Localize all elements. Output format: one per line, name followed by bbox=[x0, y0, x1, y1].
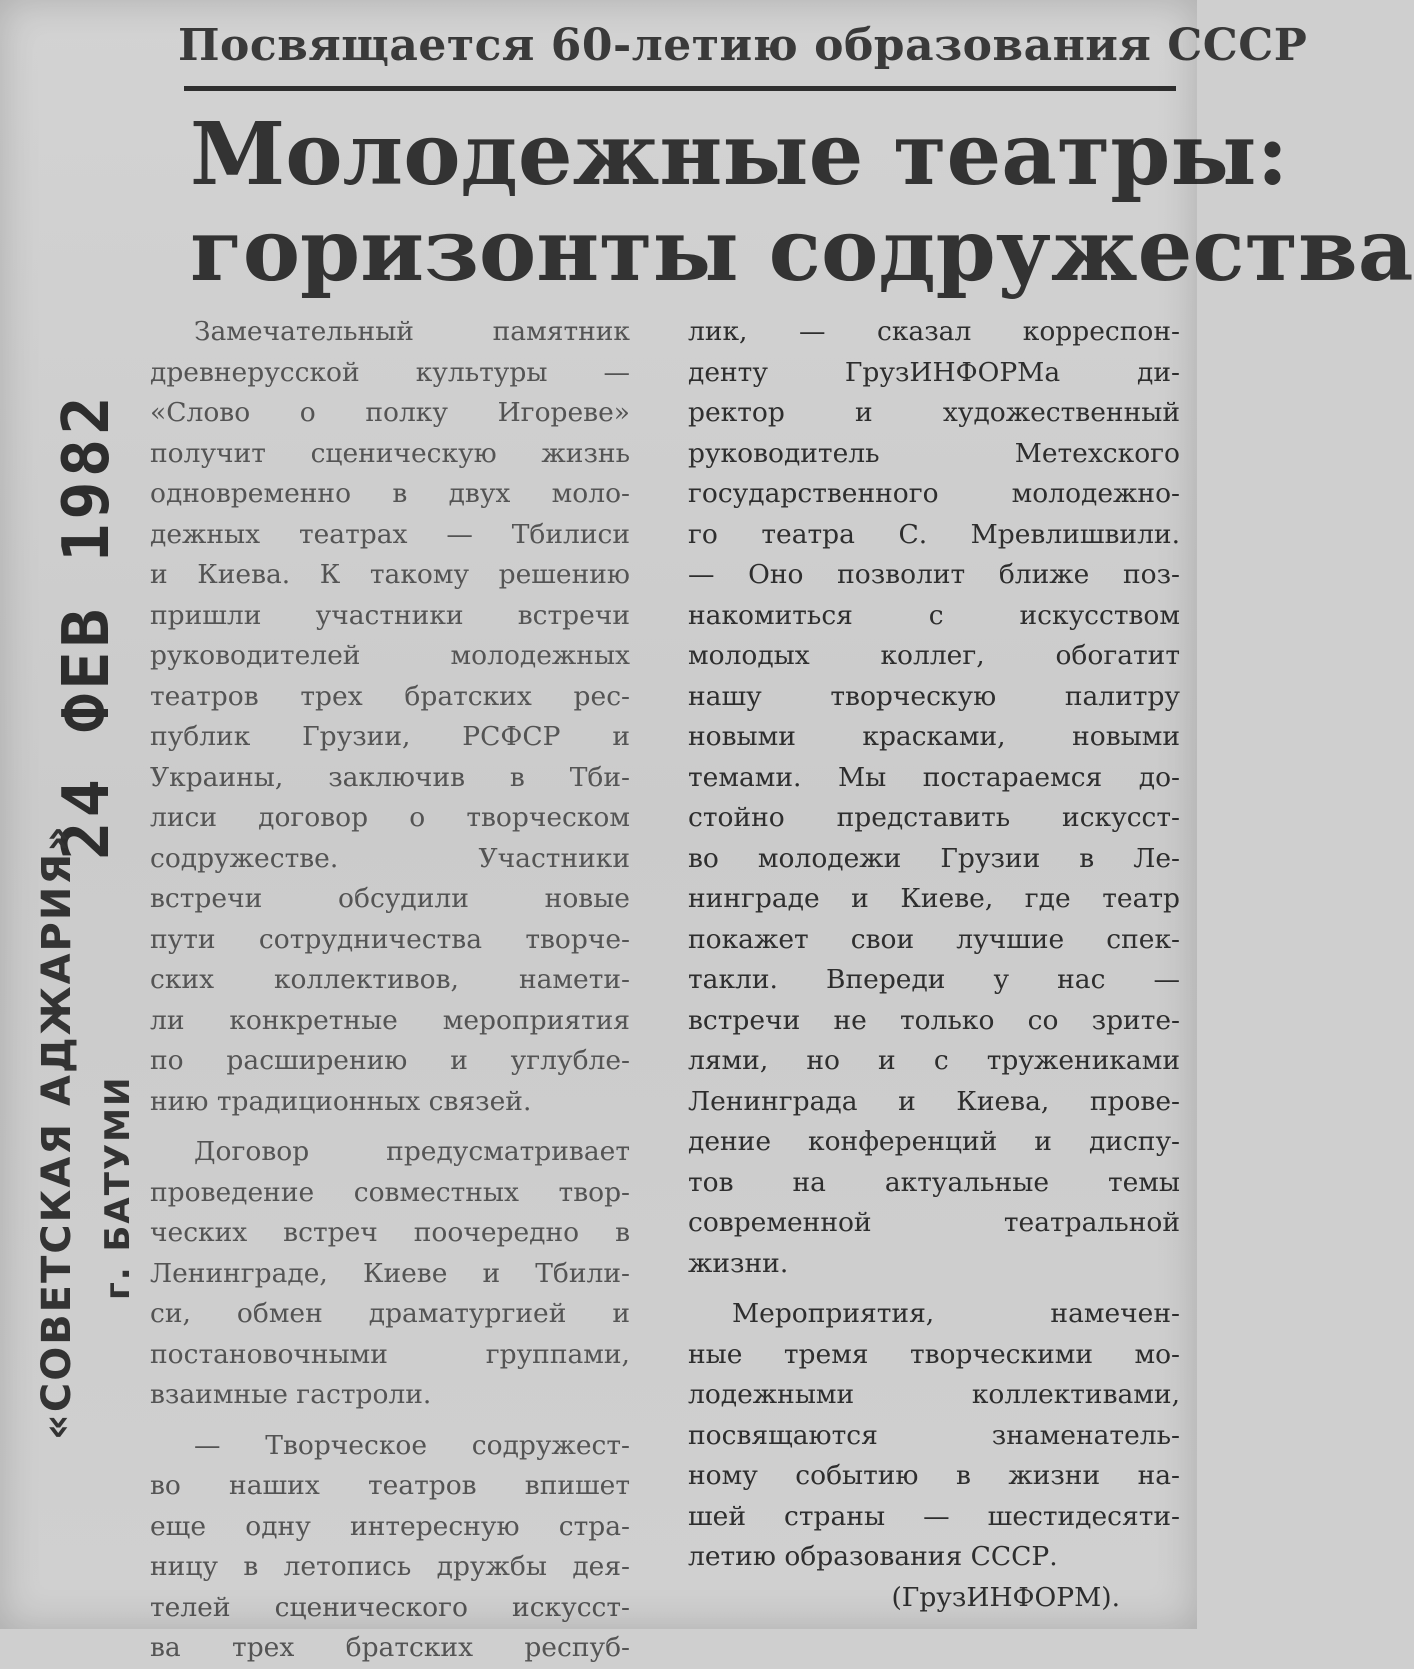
article-line: покажет свои лучшие спек- bbox=[688, 923, 1180, 955]
article-signature: (ГрузИНФОРМ). bbox=[891, 1581, 1120, 1613]
article-line: еще одну интересную стра- bbox=[150, 1510, 630, 1542]
rubric-heading: Посвящается 60-летию образования СССР bbox=[178, 20, 1308, 71]
article-line: — Творческое содружест- bbox=[194, 1429, 630, 1461]
article-line: Договор предусматривает bbox=[194, 1136, 630, 1167]
article-line: Украины, заключив в Тби- bbox=[150, 761, 630, 793]
article-line: жизни. bbox=[688, 1247, 789, 1279]
article-line: театров трех братских рес- bbox=[150, 680, 630, 712]
article-line: — Оно позволит ближе поз- bbox=[688, 559, 1180, 590]
article-line: тов на актуальные темы bbox=[688, 1166, 1180, 1198]
article-line: публик Грузии, РСФСР и bbox=[150, 721, 630, 752]
article-line: нинграде и Киеве, где театр bbox=[688, 883, 1180, 914]
article-line: во наших театров впишет bbox=[150, 1470, 630, 1501]
article-line: Мероприятия, намечен- bbox=[732, 1298, 1180, 1329]
article-line: древнерусской культуры — bbox=[150, 356, 630, 388]
article-line: посвящаются знаменатель- bbox=[688, 1419, 1180, 1451]
article-line: взаимные гастроли. bbox=[150, 1379, 432, 1410]
article-line: новыми красками, новыми bbox=[688, 721, 1180, 752]
headline-line-2: горизонты содружества bbox=[190, 200, 1414, 301]
article-line: во молодежи Грузии в Ле- bbox=[688, 842, 1180, 874]
article-line: нию традиционных связей. bbox=[150, 1085, 532, 1117]
article-right-column bbox=[688, 312, 1180, 1618]
newspaper-name-stamp: «СОВЕТСКАЯ АДЖАРИЯ» bbox=[34, 824, 80, 1440]
article-line: летию образования СССР. bbox=[688, 1541, 1058, 1572]
article-line: телей сценического искусст- bbox=[150, 1591, 630, 1623]
article-line: стойно представить искусст- bbox=[688, 802, 1180, 833]
article-line: денту ГрузИНФОРМа ди- bbox=[688, 356, 1180, 388]
article-line: получит сценическую жизнь bbox=[150, 437, 630, 469]
newspaper-city-stamp: г. БАТУМИ bbox=[98, 1075, 138, 1300]
article-line: государственного молодежно- bbox=[688, 478, 1180, 509]
article-line: лями, но и с тружениками bbox=[688, 1045, 1180, 1076]
article-line: ли конкретные мероприятия bbox=[150, 1004, 630, 1036]
article-line: си, обмен драматургией и bbox=[150, 1298, 630, 1329]
article-line: руководителей молодежных bbox=[150, 640, 630, 671]
article-line: ному событию в жизни на- bbox=[688, 1460, 1180, 1491]
article-line: и Киева. К такому решению bbox=[150, 559, 630, 590]
article-line: постановочными группами, bbox=[150, 1338, 630, 1370]
headline-line-1: Молодежные театры: bbox=[190, 104, 1289, 205]
article-line: дежных театрах — Тбилиси bbox=[150, 518, 630, 550]
article-line: пришли участники встречи bbox=[150, 599, 630, 631]
article-line: пути сотрудничества творче- bbox=[150, 923, 630, 955]
article-line: Ленинграда и Киева, прове- bbox=[688, 1085, 1180, 1117]
article-line: руководитель Метехского bbox=[688, 437, 1180, 469]
article-line: го театра С. Мревлишвили. bbox=[688, 518, 1180, 550]
article-line: лодежными коллективами, bbox=[688, 1379, 1180, 1410]
article-line: лик, — сказал корреспон- bbox=[688, 316, 1180, 347]
article-line: ва трех братских респуб- bbox=[150, 1632, 630, 1663]
article-line: такли. Впереди у нас — bbox=[688, 964, 1180, 995]
article-line: Ленинграде, Киеве и Тбили- bbox=[150, 1257, 630, 1289]
article-line: встречи обсудили новые bbox=[150, 883, 630, 914]
article-line: ректор и художественный bbox=[688, 397, 1180, 428]
article-line: темами. Мы постараемся до- bbox=[688, 761, 1180, 793]
article-line: Замечательный памятник bbox=[194, 316, 630, 347]
article-line: одновременно в двух моло- bbox=[150, 478, 630, 509]
article-line: нашу творческую палитру bbox=[688, 680, 1180, 712]
article-line: молодых коллег, обогатит bbox=[688, 640, 1180, 671]
article-line: содружестве. Участники bbox=[150, 842, 630, 874]
article-line: ских коллективов, намети- bbox=[150, 964, 630, 995]
article-line: современной театральной bbox=[688, 1207, 1180, 1238]
article-line: ные тремя творческими мо- bbox=[688, 1338, 1180, 1370]
heading-rule bbox=[184, 86, 1176, 91]
article-line: «Слово о полку Игореве» bbox=[150, 397, 630, 428]
article-line: встречи не только со зрите- bbox=[688, 1004, 1180, 1036]
article-line: накомиться с искусством bbox=[688, 599, 1180, 631]
article-line: ницу в летопись дружбы дея- bbox=[150, 1551, 630, 1582]
article-line: дение конференций и диспу- bbox=[688, 1126, 1180, 1157]
article-line: шей страны — шестидесяти- bbox=[688, 1500, 1180, 1532]
article-line: лиси договор о творческом bbox=[150, 802, 630, 833]
date-stamp: 24 ФЕВ 1982 bbox=[50, 392, 124, 860]
article-line: проведение совместных твор- bbox=[150, 1176, 630, 1208]
article-line: по расширению и углубле- bbox=[150, 1045, 630, 1076]
article-line: ческих встреч поочередно в bbox=[150, 1217, 630, 1248]
article-left-column bbox=[150, 312, 630, 1669]
